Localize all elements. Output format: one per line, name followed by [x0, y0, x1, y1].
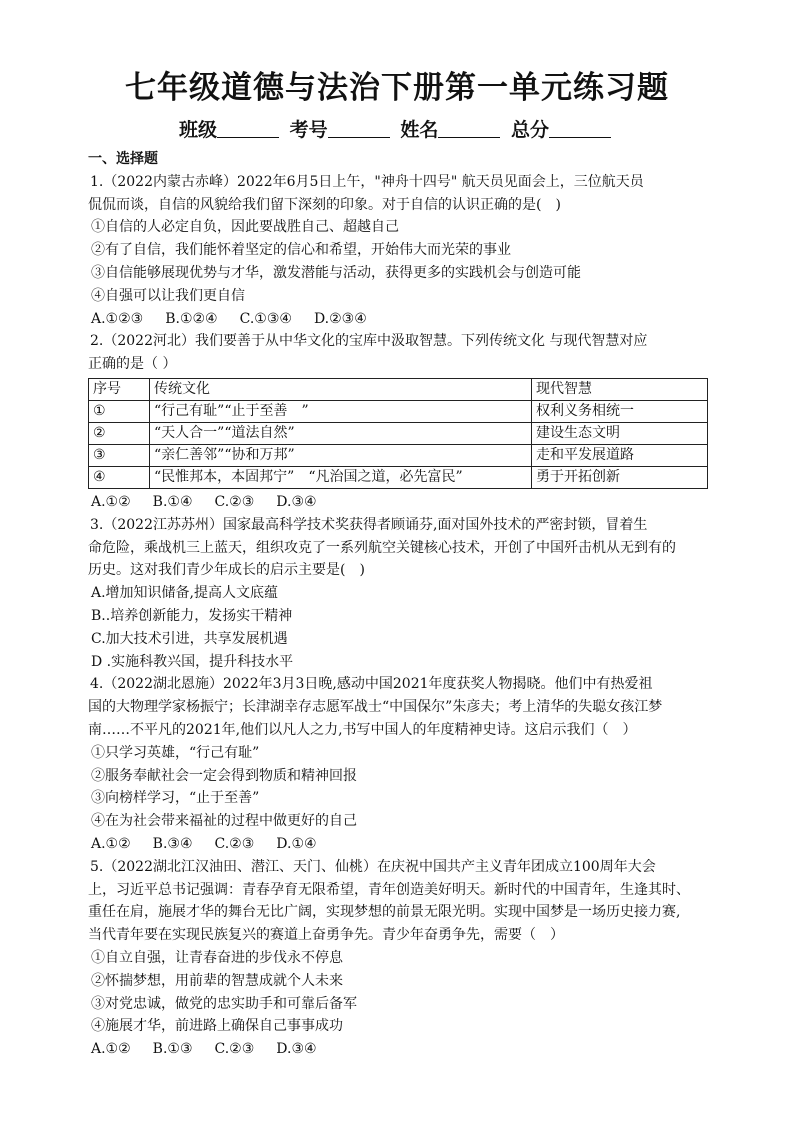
- answer-choice-a: A.①②: [91, 835, 131, 852]
- question-1-line-2: 侃侃而谈，自信的风貌给我们留下深刻的印象。对于自信的认识正确的是( ): [88, 196, 561, 213]
- table-cell: 走和平发展道路: [532, 444, 708, 466]
- question-1-option-3: ③自信能够展现优势与才华，激发潜能与活动，获得更多的实践机会与创造可能: [91, 264, 581, 281]
- question-5-line-3: 重任在肩，施展才华的舞台无比广阔，实现梦想的前景无限光明。实现中国梦是一场历史接力赛,: [88, 904, 681, 921]
- question-4-option-1: ①只学习英雄，“行己有耻”: [91, 744, 260, 761]
- question-5-answers: [88, 1038, 734, 1061]
- table-cell: “民惟邦本，本固邦宁” “凡治国之道，必先富民”: [150, 466, 532, 488]
- section-heading: 一、选择题: [88, 151, 158, 167]
- question-4-option-2: ②服务奉献社会一定会得到物质和精神回报: [91, 767, 357, 784]
- question-4-answers: [88, 833, 734, 856]
- answer-choice-c: C.②③: [214, 493, 255, 510]
- question-5-option-3: ③对党忠诚，做党的忠实助手和可靠后备军: [91, 995, 357, 1012]
- question-5-option-2: ②怀揣梦想，用前辈的智慧成就个人未来: [91, 972, 343, 989]
- table-cell: ①: [89, 400, 150, 422]
- question-1-line-1: 1.（2022内蒙古赤峰）2022年6月5日上午，"神舟十四号" 航天员见面会上，三位航天员: [90, 173, 644, 190]
- question-2-answers: [88, 491, 734, 514]
- question-3-option-c: C.加大技术引进，共享发展机遇: [91, 630, 288, 647]
- table-header-cell: 现代智慧: [532, 378, 708, 400]
- question-3-line-1: 3.（2022江苏苏州）国家最高科学技术奖获得者顾诵芬,面对国外技术的严密封锁，冒着生: [90, 516, 648, 533]
- answer-choice-d: D.②③④: [313, 310, 367, 327]
- table-cell: “行己有耻”“止于至善 ”: [150, 400, 532, 422]
- student-info-line: [0, 115, 794, 142]
- question-4-option-4: ④在为社会带来福祉的过程中做更好的自己: [91, 813, 357, 830]
- page-title: 七年级道德与法治下册第一单元练习题: [125, 70, 669, 106]
- question-4-line-2: 国的大物理学家杨振宁；长津湖幸存志愿军战士“中国保尔”朱彦夫；考上清华的失聪女孩江梦: [88, 699, 663, 716]
- question-3-option-d: D .实施科教兴国，提升科技水平: [91, 653, 294, 670]
- question-2-line-2: 正确的是（ ）: [88, 356, 177, 373]
- table-cell: “亲仁善邻”“协和万邦”: [150, 444, 532, 466]
- table-cell: ③: [89, 444, 150, 466]
- question-5-option-4: ④施展才华，前进路上确保自己事事成功: [91, 1018, 343, 1035]
- answer-choice-c: C.①③④: [239, 310, 292, 327]
- question-4-option-3: ③向榜样学习，“止于至善”: [91, 790, 260, 807]
- exam-no-blank[interactable]: [328, 119, 390, 138]
- answer-choice-d: D.③④: [276, 493, 317, 510]
- table-cell: 勇于开拓创新: [532, 466, 708, 488]
- table-row: [89, 422, 708, 444]
- question-4-line-3: 南……不平凡的2021年,他们以凡人之力,书写中国人的年度精神史诗。这启示我们（ ）: [88, 721, 637, 738]
- exam-no-label: 考号: [289, 119, 328, 141]
- question-1-answers: [88, 308, 734, 331]
- answer-choice-d: D.①④: [276, 835, 317, 852]
- question-1-option-4: ④自强可以让我们更自信: [91, 287, 245, 304]
- question-2-line-1: 2.（2022河北）我们要善于从中华文化的宝库中汲取智慧。下列传统文化 与现代智慧对应: [90, 333, 648, 350]
- question-5-line-2: 上，习近平总书记强调：青春孕育无限希望，青年创造美好明天。新时代的中国青年，生逢其时、: [88, 881, 690, 898]
- answer-choice-a: A.①②: [91, 1041, 131, 1058]
- question-3-option-a: A.增加知识储备,提高人文底蕴: [91, 585, 279, 602]
- class-blank[interactable]: [217, 119, 279, 138]
- table-header-row: [89, 378, 708, 400]
- answer-choice-b: B.①④: [152, 493, 193, 510]
- question-3-option-b: B..培养创新能力，发扬实干精神: [91, 607, 293, 624]
- table-cell: ②: [89, 422, 150, 444]
- table-cell: ④: [89, 466, 150, 488]
- answer-choice-a: A.①②: [91, 493, 131, 510]
- score-blank[interactable]: [549, 119, 611, 138]
- table-row: [89, 444, 708, 466]
- question-4-line-1: 4.（2022湖北恩施）2022年3月3日晚,感动中国2021年度获奖人物揭晓。他们中有热爱祖: [90, 676, 653, 693]
- question-5-option-1: ①自立自强，让青春奋进的步伐永不停息: [91, 949, 343, 966]
- answer-choice-c: C.②③: [214, 1041, 255, 1058]
- score-label: 总分: [510, 119, 549, 141]
- table-header-cell: 传统文化: [150, 378, 532, 400]
- question-3-line-3: 历史。这对我们青少年成长的启示主要是( ): [88, 562, 365, 579]
- name-label: 姓名: [400, 119, 439, 141]
- question-1-option-2: ②有了自信，我们能怀着坚定的信心和希望，开始伟大而光荣的事业: [91, 242, 511, 259]
- question-1-option-1: ①自信的人必定自负，因此要战胜自己、超越自己: [91, 219, 399, 236]
- question-3-line-2: 命危险，乘战机三上蓝天，组织攻克了一系列航空关键核心技术，开创了中国歼击机从无到有的: [88, 539, 676, 556]
- answer-choice-b: B.①③: [152, 1041, 193, 1058]
- name-blank[interactable]: [438, 119, 500, 138]
- table-cell: “天人合一”“道法自然”: [150, 422, 532, 444]
- question-5-line-1: 5.（2022湖北江汉油田、潜江、天门、仙桃）在庆祝中国共产主义青年团成立100周年大会: [90, 858, 656, 875]
- culture-wisdom-table: [88, 378, 708, 489]
- table-row: [89, 466, 708, 488]
- table-row: [89, 400, 708, 422]
- table-cell: 权利义务相统一: [532, 400, 708, 422]
- class-label: 班级: [179, 119, 218, 141]
- answer-choice-b: B.①②④: [165, 310, 218, 327]
- question-content: [88, 148, 734, 1061]
- table-header-cell: 序号: [89, 378, 150, 400]
- table-cell: 建设生态文明: [532, 422, 708, 444]
- answer-choice-a: A.①②③: [91, 310, 144, 327]
- answer-choice-d: D.③④: [276, 1041, 317, 1058]
- answer-choice-b: B.③④: [152, 835, 193, 852]
- question-5-line-4: 当代青年要在实现民族复兴的赛道上奋勇争先。青少年奋勇争先，需要（ ）: [88, 927, 564, 944]
- answer-choice-c: C.②③: [214, 835, 255, 852]
